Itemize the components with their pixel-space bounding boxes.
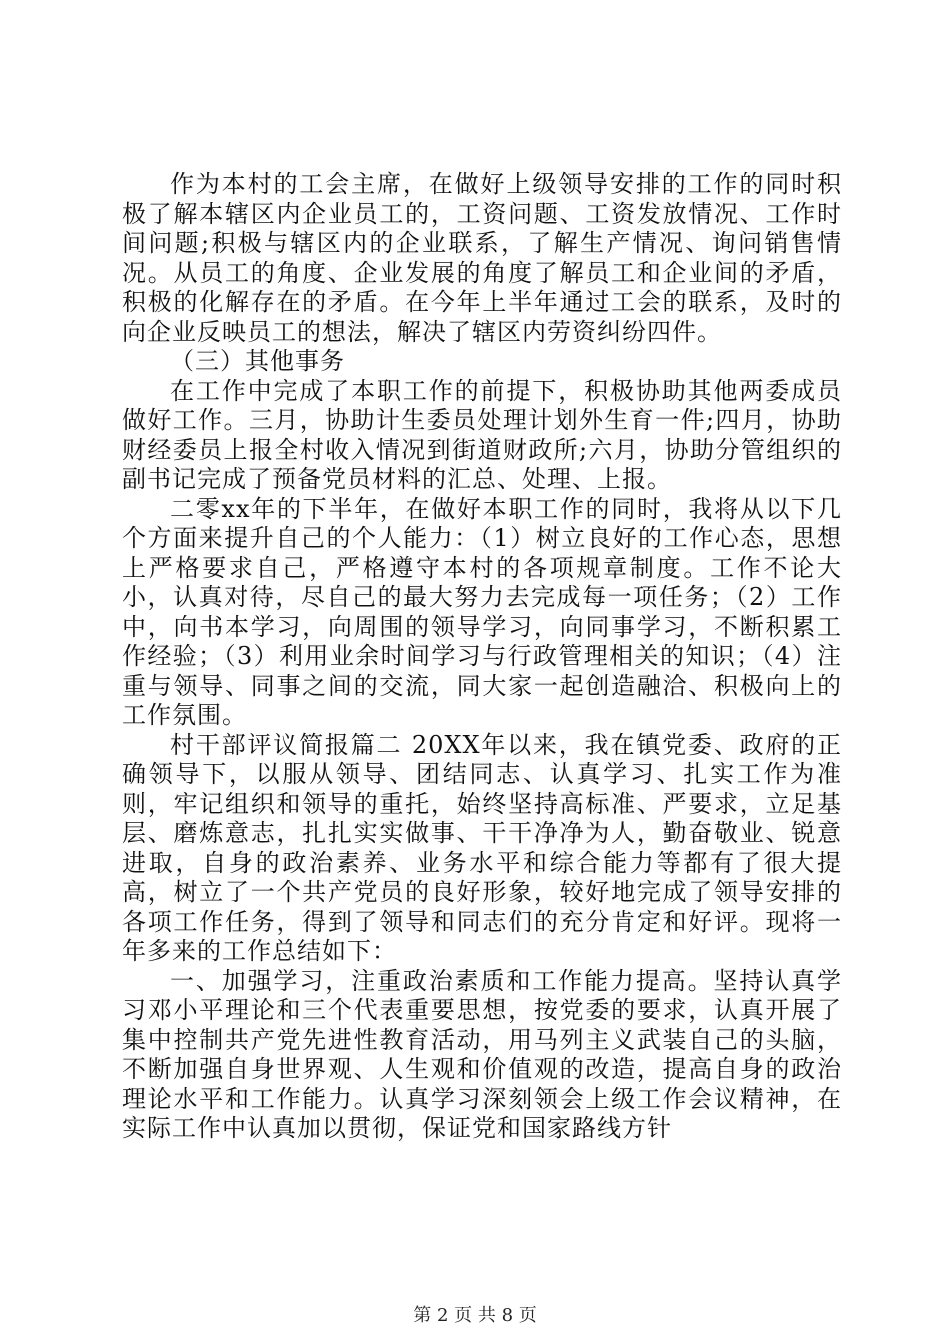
document-body [122, 170, 842, 1144]
paragraph-strengthen-study: 一、加强学习，注重政治素质和工作能力提高。坚持认真学习邓小平理论和三个代表重要思想，按党委的要求，认真开展了集中控制共产党先进性教育活动，用马列主义武装自己的头脑，不断加强自身世界观、人生观和价值观的改造，提高自身的政治理论水平和工作能力。认真学习深刻领会上级工作会议精神，在实际工作中认真加以贯彻，保证党和国家路线方针 [122, 966, 842, 1142]
paragraph-evaluation-report: 村干部评议简报篇二 20XX年以来，我在镇党委、政府的正确领导下，以服从领导、团结同志、认真学习、扎实工作为准则，牢记组织和领导的重托，始终坚持高标准、严要求，立足基层、磨炼意志，扎扎实实做事、干干净净为人，勤奋敬业、锐意进取，自身的政治素养、业务水平和综合能力等都有了很大提高，树立了一个共产党员的良好形象，较好地完成了领导安排的各项工作任务，得到了领导和同志们的充分肯定和好评。现将一年多来的工作总结如下： [122, 730, 842, 965]
section-heading-other-affairs: （三）其他事务 [170, 347, 345, 375]
paragraph-union-chair: 作为本村的工会主席，在做好上级领导安排的工作的同时积极了解本辖区内企业员工的，工资问题、工资发放情况、工作时间问题;积极与辖区内的企业联系，了解生产情况、询问销售情况。从员工的角度、企业发展的角度了解员工和企业间的矛盾，积极的化解存在的矛盾。在今年上半年通过工会的联系，及时的向企业反映员工的想法，解决了辖区内劳资纠纷四件。 [122, 170, 842, 346]
paragraph-second-half-plan: 二零xx年的下半年，在做好本职工作的同时，我将从以下几个方面来提升自己的个人能力：（1）树立良好的工作心态，思想上严格要求自己，严格遵守本村的各项规章制度。工作不论大小，认真对待，尽自己的最大努力去完成每一项任务；（2）工作中，向书本学习，向周围的领导学习，向同事学习，不断积累工作经验；（3）利用业余时间学习与行政管理相关的知识；（4）注重与领导、同事之间的交流，同大家一起创造融洽、积极向上的工作氛围。 [122, 494, 842, 729]
paragraph-assist-committee: 在工作中完成了本职工作的前提下，积极协助其他两委成员做好工作。三月，协助计生委员处理计划外生育一件;四月，协助财经委员上报全村收入情况到街道财政所;六月，协助分管组织的副书记完成了预备党员材料的汇总、处理、上报。 [122, 376, 842, 493]
page-number-footer: 第 2 页 共 8 页 [413, 1305, 537, 1326]
